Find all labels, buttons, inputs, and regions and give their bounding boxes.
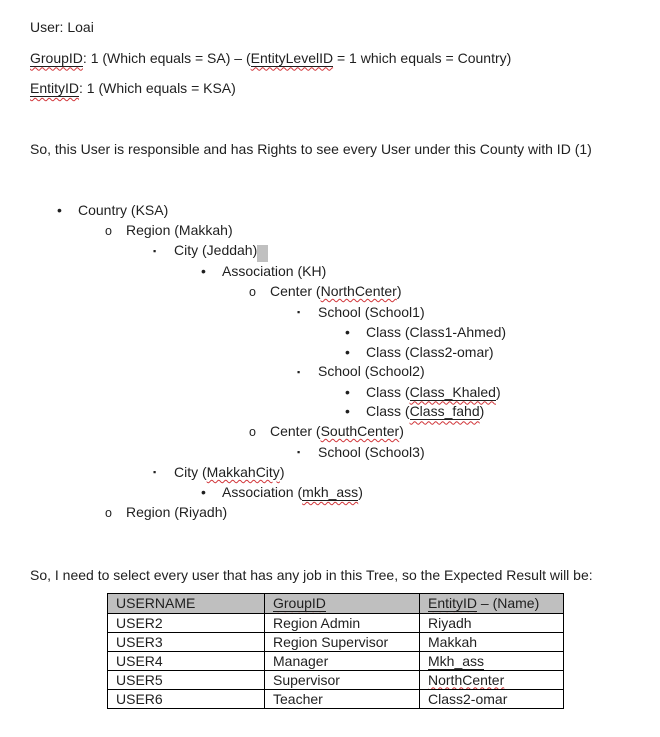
- tree-item-label: [270, 423, 404, 439]
- table-header-cell: [108, 594, 265, 614]
- table-cell: [420, 671, 564, 690]
- tree-item: [30, 422, 642, 443]
- table-cell: [265, 614, 420, 633]
- text-run: School (School1): [318, 303, 425, 320]
- table-cell: [420, 652, 564, 671]
- tree-item: [30, 201, 642, 221]
- table-row: [108, 652, 564, 671]
- text-run: User: Loai: [30, 19, 94, 35]
- tree-item: [30, 241, 642, 262]
- table-row: [108, 614, 564, 633]
- table-cell: [108, 652, 265, 671]
- text-run: ): [399, 423, 404, 440]
- text-run: Region (Makkah): [126, 221, 233, 238]
- text-run: EntityLevelID: [250, 49, 334, 66]
- text-run: City (Jeddah): [174, 242, 258, 259]
- table-cell: [420, 614, 564, 633]
- table-cell: [265, 690, 420, 709]
- tree-item: [30, 262, 642, 282]
- text-run: School (School2): [318, 363, 425, 380]
- tree-item-label: [222, 484, 363, 501]
- tree-item-label: [126, 222, 233, 238]
- circle-bullet-icon: o: [105, 223, 112, 238]
- tree-item-label: [366, 384, 501, 401]
- text-run: : 1 (Which equals = KSA): [79, 80, 236, 96]
- text-run: Teacher: [273, 690, 323, 707]
- text-run: City (: [174, 463, 207, 480]
- tree-item-label: [174, 242, 268, 258]
- tree-item-label: [174, 464, 284, 480]
- text-run: mkh_ass: [302, 484, 359, 501]
- table-cell: [265, 633, 420, 652]
- text-run: Class (: [366, 383, 410, 400]
- text-run: NorthCenter: [428, 671, 505, 688]
- disc-bullet-icon: •: [57, 202, 62, 218]
- tree-item-label: [126, 504, 227, 520]
- tree-item: [30, 443, 642, 463]
- user-line: [30, 18, 642, 38]
- tree-item: [30, 483, 642, 503]
- groupid-line: [30, 49, 642, 69]
- entityid-line: [30, 79, 642, 99]
- tree-item: [30, 463, 642, 483]
- tree-item: [30, 221, 642, 242]
- text-run: Class_Khaled: [409, 383, 496, 400]
- table-row: [108, 633, 564, 652]
- table-header-row: [108, 594, 564, 614]
- text-run: – (Name): [477, 595, 540, 612]
- text-run: Region Supervisor: [273, 633, 389, 650]
- text-run: Mkh_ass: [428, 652, 485, 669]
- tree-item: [30, 282, 642, 303]
- text-run: NorthCenter: [320, 283, 397, 300]
- text-run: Association (: [222, 484, 303, 501]
- text-run: EntityID: [30, 80, 80, 96]
- text-run: Class (Class2-omar): [366, 343, 494, 360]
- text-run: School (School3): [318, 443, 425, 460]
- tree-item-label: [270, 283, 402, 299]
- tree-item: [30, 343, 642, 363]
- text-run: = 1 which equals = Country): [333, 49, 512, 66]
- disc-bullet-icon: •: [201, 263, 206, 280]
- text-run: ): [495, 383, 501, 400]
- table-header-cell: [420, 594, 564, 614]
- table-cell: [108, 671, 265, 690]
- expected-result-line: [30, 566, 642, 586]
- disc-bullet-icon: •: [201, 484, 206, 501]
- text-run: Center (: [270, 423, 321, 440]
- text-run: So, I need to select every user that has any job in this Tree, so the Expected Result will be:: [30, 566, 593, 583]
- table-cell: [108, 614, 265, 633]
- disc-bullet-icon: •: [345, 343, 350, 360]
- tree-item-label: [366, 324, 506, 340]
- tree-item-label: [366, 344, 494, 360]
- table-cell: [265, 652, 420, 671]
- circle-bullet-icon: o: [249, 285, 256, 300]
- text-run: USER5: [116, 671, 163, 688]
- text-run: : 1 (Which equals = SA) – (: [82, 49, 251, 66]
- square-bullet-icon: ▪: [297, 447, 301, 458]
- text-run: Class_fahd: [409, 403, 480, 420]
- tree-item: [30, 362, 642, 382]
- tree-item-label: [78, 202, 168, 218]
- text-run: Class (Class1-Ahmed): [366, 324, 507, 341]
- tree-item: [30, 323, 642, 343]
- text-run: USER3: [116, 633, 163, 650]
- tree-item-label: [222, 263, 326, 279]
- text-run: ): [396, 283, 402, 300]
- tree-item: [30, 402, 642, 422]
- table-body: [108, 614, 564, 709]
- disc-bullet-icon: •: [345, 324, 350, 341]
- text-run: Center (: [270, 283, 321, 300]
- text-run: Class2-omar: [428, 690, 508, 707]
- table-header-cell: [265, 594, 420, 614]
- tree-item: [30, 383, 642, 403]
- text-run: GroupID: [273, 595, 326, 612]
- table-row: [108, 690, 564, 709]
- table-header-row: [108, 594, 564, 614]
- circle-bullet-icon: o: [105, 505, 112, 520]
- table-cell: [420, 690, 564, 709]
- table-cell: [265, 671, 420, 690]
- tree-item-label: [318, 304, 425, 320]
- cursor-highlight-block: [257, 245, 268, 262]
- text-run: Country (KSA): [78, 202, 169, 218]
- tree-item: [30, 503, 642, 524]
- text-run: Riyadh: [428, 614, 472, 631]
- text-run: SouthCenter: [320, 423, 400, 440]
- table-cell: [108, 690, 265, 709]
- table-cell: [420, 633, 564, 652]
- tree-item-label: [366, 403, 484, 420]
- square-bullet-icon: ▪: [297, 307, 301, 318]
- text-run: Manager: [273, 652, 329, 669]
- disc-bullet-icon: •: [345, 383, 350, 400]
- text-run: ): [279, 463, 285, 480]
- square-bullet-icon: ▪: [153, 467, 157, 478]
- text-run: Class (: [366, 403, 410, 420]
- text-run: GroupID: [30, 49, 83, 66]
- text-run: Makkah: [428, 633, 478, 650]
- text-run: Region Admin: [273, 614, 361, 631]
- text-run: USER4: [116, 652, 163, 669]
- text-run: ): [358, 484, 363, 501]
- text-run: USER2: [116, 614, 163, 631]
- text-run: EntityID: [428, 595, 478, 612]
- circle-bullet-icon: o: [249, 425, 256, 440]
- square-bullet-icon: ▪: [153, 245, 157, 256]
- expected-result-table: [107, 593, 564, 709]
- table-cell: [108, 633, 265, 652]
- text-run: Supervisor: [273, 671, 340, 688]
- tree-item-label: [318, 363, 425, 379]
- tree-item: [30, 303, 642, 323]
- text-run: Association (KH): [222, 263, 327, 280]
- text-run: USER6: [116, 690, 163, 707]
- table-row: [108, 671, 564, 690]
- square-bullet-icon: ▪: [297, 366, 301, 377]
- text-run: Region (Riyadh): [126, 503, 228, 520]
- text-run: USERNAME: [116, 595, 196, 612]
- responsible-line: [30, 140, 642, 160]
- tree-item-label: [318, 444, 425, 460]
- text-run: ): [479, 403, 485, 420]
- text-run: So, this User is responsible and has Rights to see every User under this County with ID (1): [30, 140, 592, 157]
- hierarchy-tree: [30, 201, 642, 524]
- text-run: MakkahCity: [206, 463, 280, 480]
- disc-bullet-icon: •: [345, 403, 350, 420]
